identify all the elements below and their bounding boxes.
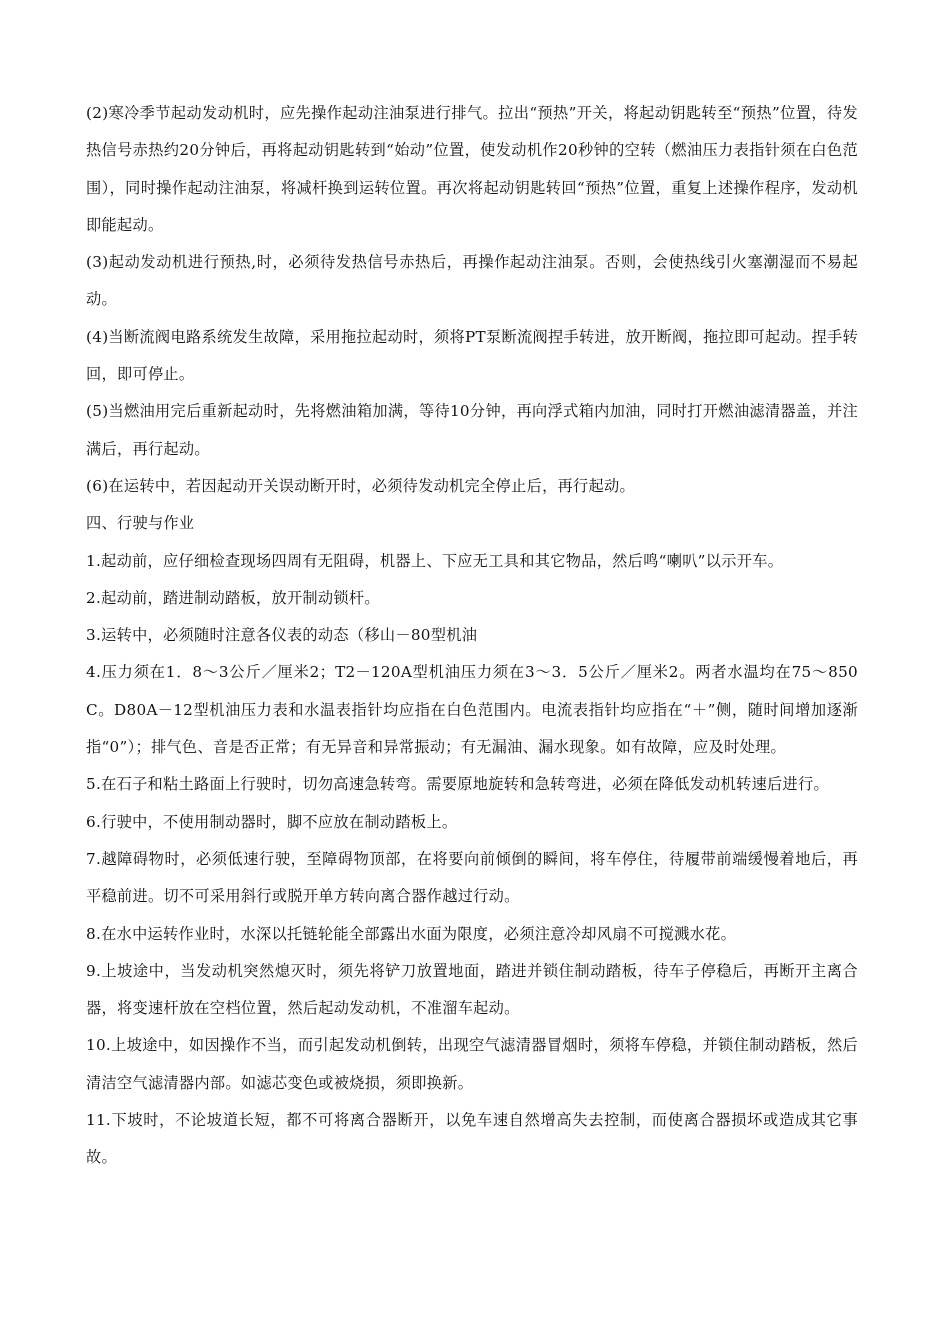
document-page [86, 95, 858, 1177]
paragraph-item-5: 5.在石子和粘土路面上行驶时，切勿高速急转弯。需要原地旋转和急转弯进，必须在降低发动机转速后进行。 [86, 775, 830, 794]
paragraph-switch-off: (6)在运转中，若因起动开关误动断开时，必须待发动机完全停止后，再行起动。 [86, 476, 635, 495]
paragraph-item-11: 11.下坡时，不论坡道长短，都不可将离合器断开，以免车速自然增高失去控制，而使离合器损坏或造成其它事故。 [86, 1111, 858, 1167]
paragraph-cold-start: (2)寒冷季节起动发动机时，应先操作起动注油泵进行排气。拉出“预热”开关，将起动钥匙转至“预热”位置，待发热信号赤热约20分钟后，再将起动钥匙转到“始动”位置，使发动机作20秒钟的空转（燃油压力表指针须在白色范围），同时操作起动注油泵，将减杆换到运转位置。再次将起动钥匙转回“预热”位置，重复上述操作程序，发动机即能起动。 [86, 104, 858, 234]
paragraph-item-10: 10.上坡途中，如因操作不当，而引起发动机倒转，出现空气滤清器冒烟时，须将车停稳，并锁住制动踏板，然后清洁空气滤清器内部。如滤芯变色或被烧损，须即换新。 [86, 1036, 858, 1092]
paragraph-item-6: 6.行驶中，不使用制动器时，脚不应放在制动踏板上。 [86, 812, 458, 831]
paragraph-preheat: (3)起动发动机进行预热,时，必须待发热信号赤热后，再操作起动注油泵。否则，会使热线引火塞潮湿而不易起动。 [86, 253, 858, 309]
paragraph-item-3: 3.运转中，必须随时注意各仪表的动态（移山－80型机油 [86, 626, 478, 645]
paragraph-item-8: 8.在水中运转作业时，水深以托链轮能全部露出水面为限度，必须注意冷却风扇不可搅溅水花。 [86, 924, 737, 943]
paragraph-item-7: 7.越障碍物时，必须低速行驶，至障碍物顶部，在将要向前倾倒的瞬间，将车停住，待履带前端缓慢着地后，再平稳前进。切不可采用斜行或脱开单方转向离合器作越过行动。 [86, 849, 858, 906]
paragraph-item-2: 2.起动前，踏进制动踏板，放开制动锁杆。 [86, 588, 380, 607]
paragraph-item-1: 1.起动前，应仔细检查现场四周有无阻碍，机器上、下应无工具和其它物品，然后鸣“喇叭”以示开车。 [86, 551, 784, 570]
paragraph-tow-start: (4)当断流阀电路系统发生故障，采用拖拉起动时，须将PT泵断流阀捏手转进，放开断阀，拖拉即可起动。捏手转回，即可停止。 [86, 327, 858, 384]
paragraph-refuel-start: (5)当燃油用完后重新起动时，先将燃油箱加满，等待10分钟，再向浮式箱内加油，同时打开燃油滤清器盖，并注满后，再行起动。 [86, 402, 858, 458]
section-heading-driving: 四、行驶与作业 [86, 514, 195, 533]
paragraph-item-4: 4.压力须在1．8～3公斤／厘米2；T2－120A型机油压力须在3～3．5公斤／厘米2。两者水温均在75～850C。D80A－12型机油压力表和水温表指针均应指在白色范围内。电流表指针均应指在“＋”侧，随时间增加逐渐指“0”）；排气色、音是否正常；有无异音和异常振动；有无漏油、漏水现象。如有故障，应及时处理。 [86, 663, 858, 757]
paragraph-item-9: 9.上坡途中，当发动机突然熄灭时，须先将铲刀放置地面，踏进并锁住制动踏板，待车子停稳后，再断开主离合器，将变速杆放在空档位置，然后起动发动机，不准溜车起动。 [86, 961, 858, 1018]
